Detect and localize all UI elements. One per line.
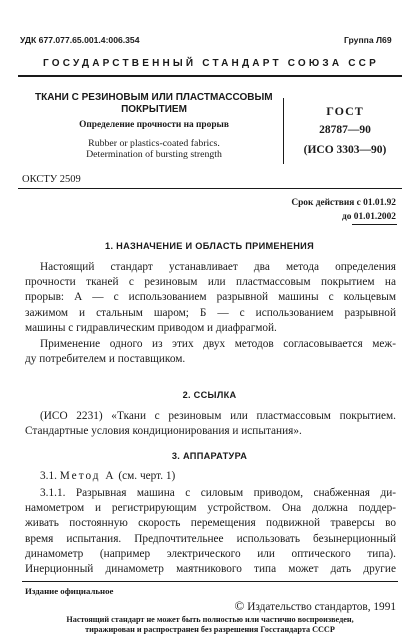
gost-number: 28787—90 <box>319 124 371 136</box>
text-line: прорыв: А — с использованием разрывной машины с кольцевым <box>25 291 396 304</box>
title-line-2: ПОКРЫТИЕМ <box>121 104 187 115</box>
copyright-line <box>200 598 396 614</box>
copyright-text: Издательство стандартов, 1991 <box>247 601 396 613</box>
text-line: зажимом и стальным шаром; Б — с использованием разрывной <box>25 306 396 319</box>
group-code: Группа Л69 <box>344 35 392 45</box>
text-line: Стандартные условия кондиционирования и испытания». <box>25 425 302 438</box>
text-line: (ИСО 2231) «Ткани с резиновым или пластмассовым покрытием. <box>40 410 396 422</box>
text-line: динамометр (например электрического или оптического типа). <box>25 547 396 560</box>
official-edition-label: Издание официальное <box>25 586 114 596</box>
text-line: Применение одного из этих двух методов согласовывается меж- <box>40 338 396 350</box>
reproduction-notice-line-2: тиражирован и распространен без разрешения Госстандарта СССР <box>85 625 335 634</box>
text-line: 3.1.1. Разрывная машина с силовым приводом, снабженная ди- <box>40 487 396 499</box>
top-rule <box>18 75 402 77</box>
method-name: Метод А <box>59 470 116 482</box>
validity-underline <box>352 224 397 225</box>
method-number: 3.1. <box>40 470 57 482</box>
text-line: время испытания. Предпочтительнее использовать безынерционный <box>25 532 396 545</box>
section-1-paragraph-2 <box>25 337 396 367</box>
section-1-heading: 1. НАЗНАЧЕНИЕ И ОБЛАСТЬ ПРИМЕНЕНИЯ <box>105 241 314 251</box>
iso-number: (ИСО 3303—90) <box>303 144 387 156</box>
title-divider <box>283 98 284 164</box>
footer-rule <box>22 581 398 582</box>
method-a-line <box>40 470 175 482</box>
section-1-paragraph-1 <box>25 260 396 336</box>
okstu-rule <box>18 188 402 189</box>
text-line: машины с гидравлическим приводом и диафрагмой. <box>25 321 277 334</box>
copyright-symbol: © <box>234 598 245 613</box>
section-3-paragraph <box>25 486 396 577</box>
gost-label: ГОСТ <box>326 104 364 118</box>
okstu-code: ОКСТУ 2509 <box>22 174 81 185</box>
text-line: ду потребителем и поставщиком. <box>25 353 186 366</box>
text-line: прочности тканей с резиновым или пластмассовым покрытием на <box>25 276 396 289</box>
english-title-line-1: Rubber or plastics-coated fabrics. <box>88 138 220 149</box>
validity-start: Срок действия с 01.01.92 <box>291 198 396 208</box>
state-standard-banner: ГОСУДАРСТВЕННЫЙ СТАНДАРТ СОЮЗА ССР <box>43 58 379 69</box>
section-3-heading: 3. АППАРАТУРА <box>171 451 248 461</box>
reproduction-notice-line-1: Настоящий стандарт не может быть полностью или частично воспроизведен, <box>66 615 354 624</box>
text-line: Инерционный динамометр маятникового типа может дать другие <box>25 563 396 576</box>
udk-code: УДК 677.077.65.001.4:006.354 <box>20 35 140 45</box>
section-2-paragraph <box>25 409 396 439</box>
text-line: Настоящий стандарт устанавливает два метода определения <box>40 261 396 273</box>
section-2-heading: 2. ССЫЛКА <box>182 390 237 400</box>
text-line: намометром и регистрирующим устройством. Она должна поддер- <box>25 502 396 515</box>
english-title-line-2: Determination of bursting strength <box>86 149 222 160</box>
document-subtitle: Определение прочности на прорыв <box>79 120 229 130</box>
validity-end: до 01.01.2002 <box>342 212 396 222</box>
text-line: живать постоянную скорость перемещения подвижной траверсы во <box>25 517 396 530</box>
method-figure-ref: (см. черт. 1) <box>118 470 176 482</box>
title-line-1: ТКАНИ С РЕЗИНОВЫМ ИЛИ ПЛАСТМАССОВЫМ <box>35 92 273 103</box>
